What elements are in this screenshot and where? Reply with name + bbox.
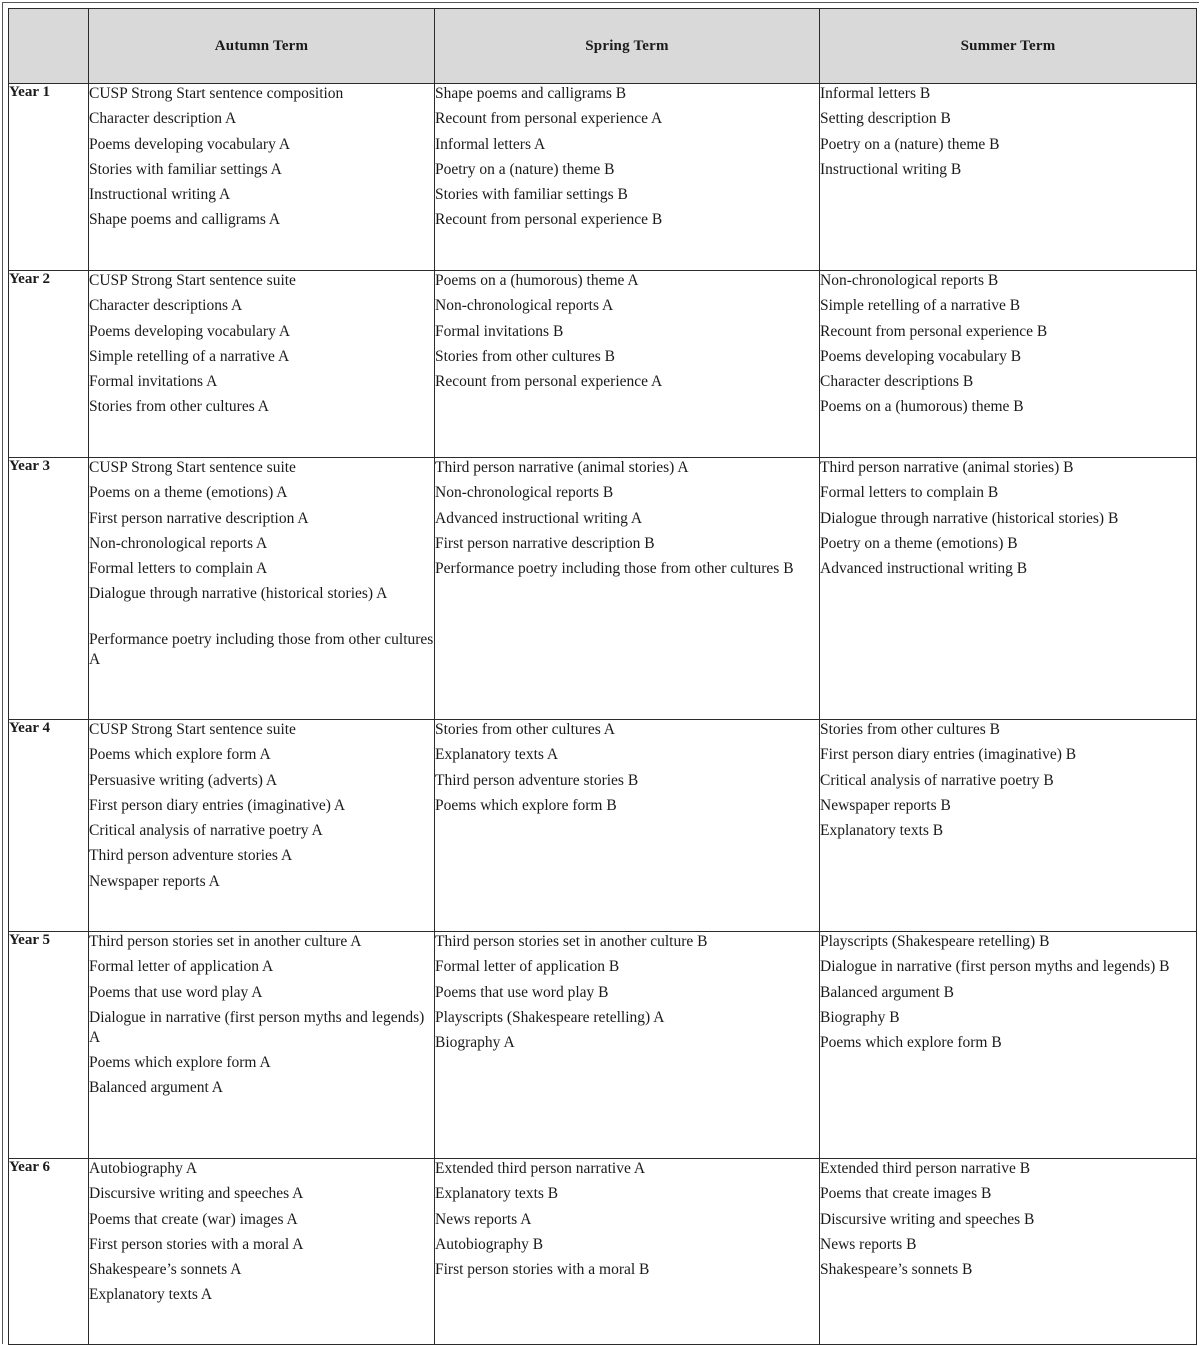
unit-item: Formal letters to complain A: [89, 560, 268, 578]
autumn-term-cell: [89, 932, 435, 1159]
unit-item: Formal invitations A: [89, 373, 218, 391]
unit-item: Third person narrative (animal stories) B: [820, 459, 1074, 476]
unit-item: Persuasive writing (adverts) A: [89, 771, 278, 789]
unit-item: Formal invitations B: [435, 322, 564, 340]
unit-item: Stories from other cultures B: [820, 721, 1000, 738]
header-autumn-term: Autumn Term: [89, 9, 435, 84]
autumn-term-cell: [89, 1159, 435, 1345]
unit-item: Biography B: [820, 1008, 900, 1026]
year-label: Year 3: [9, 458, 89, 720]
spring-term-cell: [435, 458, 820, 720]
autumn-term-cell: [89, 458, 435, 720]
year-label: Year 6: [9, 1159, 89, 1345]
spring-term-cell: [435, 271, 820, 458]
unit-item: Poems that create images B: [820, 1185, 992, 1203]
unit-item: Poems developing vocabulary A: [89, 322, 291, 340]
unit-item: Biography A: [435, 1034, 515, 1052]
spring-term-cell: [435, 1159, 820, 1345]
unit-item: Newspaper reports A: [89, 872, 220, 890]
table-row: [9, 932, 1197, 1159]
summer-term-cell: [820, 720, 1197, 932]
unit-item: Poems on a (humorous) theme A: [435, 272, 639, 289]
unit-item: Poetry on a theme (emotions) B: [820, 534, 1018, 552]
unit-item: Formal letter of application A: [89, 958, 274, 976]
unit-item: Third person stories set in another culture B: [435, 933, 708, 950]
unit-item: Performance poetry including those from other cultures B: [435, 560, 794, 578]
summer-term-cell: [820, 1159, 1197, 1345]
unit-item: Extended third person narrative A: [435, 1160, 646, 1177]
table-row: [9, 84, 1197, 271]
unit-item: Poems which explore form A: [89, 746, 271, 764]
unit-item: Shakespeare’s sonnets A: [89, 1261, 242, 1279]
unit-item: Non-chronological reports A: [89, 534, 268, 552]
unit-item: Formal letter of application B: [435, 958, 620, 976]
unit-item: Stories from other cultures B: [435, 347, 615, 365]
unit-item: Recount from personal experience B: [820, 322, 1048, 340]
unit-item: Shakespeare’s sonnets B: [820, 1261, 973, 1279]
unit-item: Critical analysis of narrative poetry B: [820, 771, 1054, 789]
unit-item: Instructional writing B: [820, 160, 962, 178]
unit-item: Explanatory texts A: [89, 1286, 213, 1304]
table-body: [9, 84, 1197, 1345]
unit-item: Informal letters B: [820, 85, 931, 102]
year-label: Year 1: [9, 84, 89, 271]
unit-item: Poems developing vocabulary B: [820, 347, 1022, 365]
unit-item: Non-chronological reports B: [435, 484, 614, 502]
unit-item: Shape poems and calligrams A: [89, 211, 281, 229]
year-label: Year 4: [9, 720, 89, 932]
unit-item: Explanatory texts B: [435, 1185, 559, 1203]
unit-item: Stories from other cultures A: [89, 398, 269, 416]
unit-item: First person narrative description B: [435, 534, 655, 552]
unit-item: Simple retelling of a narrative A: [89, 347, 290, 365]
header-year-column: [9, 9, 89, 84]
unit-item: Poems which explore form A: [89, 1054, 271, 1072]
writing-curriculum-table: [8, 8, 1197, 1345]
unit-item: CUSP Strong Start sentence suite: [89, 272, 296, 289]
unit-item: Explanatory texts A: [435, 746, 559, 764]
unit-item: Critical analysis of narrative poetry A: [89, 822, 323, 840]
spring-term-cell: [435, 720, 820, 932]
unit-item: Recount from personal experience B: [435, 211, 663, 229]
unit-item: Character description A: [89, 110, 237, 128]
unit-item: CUSP Strong Start sentence composition: [89, 85, 344, 102]
unit-item: Character descriptions B: [820, 373, 974, 391]
unit-item: Non-chronological reports B: [820, 272, 999, 289]
unit-item: Poems which explore form B: [820, 1034, 1002, 1052]
summer-term-cell: [820, 932, 1197, 1159]
unit-item: First person stories with a moral B: [435, 1261, 650, 1279]
unit-item: Extended third person narrative B: [820, 1160, 1031, 1177]
unit-item: Poems that create (war) images A: [89, 1210, 298, 1228]
unit-item: Poems that use word play A: [89, 983, 263, 1001]
unit-item: Stories with familiar settings A: [89, 160, 282, 178]
unit-item: Advanced instructional writing A: [435, 509, 643, 527]
unit-item: Poetry on a (nature) theme B: [820, 135, 1000, 153]
unit-item: Character descriptions A: [89, 297, 243, 315]
unit-item: Playscripts (Shakespeare retelling) A: [435, 1008, 665, 1026]
unit-item: Stories from other cultures A: [435, 721, 615, 738]
unit-item: Performance poetry including those from other cultures A: [89, 631, 434, 669]
unit-item: Dialogue in narrative (first person myths and legends) A: [89, 1008, 425, 1046]
unit-item: Poems on a (humorous) theme B: [820, 398, 1024, 416]
unit-item: CUSP Strong Start sentence suite: [89, 459, 296, 476]
unit-item: Dialogue through narrative (historical stories) A: [89, 585, 388, 603]
unit-item: Third person adventure stories A: [89, 847, 293, 865]
unit-item: First person narrative description A: [89, 509, 309, 527]
unit-item: Dialogue through narrative (historical stories) B: [820, 509, 1119, 527]
unit-item: News reports B: [820, 1235, 917, 1253]
header-row: [9, 9, 1197, 84]
unit-item: Third person stories set in another culture A: [89, 933, 362, 950]
unit-item: Non-chronological reports A: [435, 297, 614, 315]
spring-term-cell: [435, 84, 820, 271]
unit-item: Dialogue in narrative (first person myths and legends) B: [820, 958, 1170, 976]
table-row: [9, 271, 1197, 458]
unit-item: Stories with familiar settings B: [435, 186, 628, 204]
unit-item: Poems developing vocabulary A: [89, 135, 291, 153]
unit-item: Autobiography B: [435, 1235, 544, 1253]
unit-item: First person diary entries (imaginative) A: [89, 796, 346, 814]
header-summer-term: Summer Term: [820, 9, 1197, 84]
unit-item: Poems that use word play B: [435, 983, 609, 1001]
summer-term-cell: [820, 458, 1197, 720]
unit-item: First person diary entries (imaginative) B: [820, 746, 1077, 764]
unit-item: Third person adventure stories B: [435, 771, 639, 789]
unit-item: Autobiography A: [89, 1160, 198, 1177]
spring-term-cell: [435, 932, 820, 1159]
unit-item: Discursive writing and speeches A: [89, 1185, 304, 1203]
unit-item: Poems which explore form B: [435, 796, 617, 814]
unit-item: CUSP Strong Start sentence suite: [89, 721, 296, 738]
unit-item: Simple retelling of a narrative B: [820, 297, 1021, 315]
table-row: [9, 1159, 1197, 1345]
unit-item: First person stories with a moral A: [89, 1235, 304, 1253]
summer-term-cell: [820, 84, 1197, 271]
year-label: Year 2: [9, 271, 89, 458]
unit-item: Playscripts (Shakespeare retelling) B: [820, 933, 1050, 950]
unit-item: Poetry on a (nature) theme B: [435, 160, 615, 178]
unit-item: Third person narrative (animal stories) A: [435, 459, 689, 476]
autumn-term-cell: [89, 720, 435, 932]
unit-item: Recount from personal experience A: [435, 110, 663, 128]
unit-item: Poems on a theme (emotions) A: [89, 484, 288, 502]
summer-term-cell: [820, 271, 1197, 458]
table-row: [9, 458, 1197, 720]
unit-item: Balanced argument A: [89, 1079, 224, 1097]
unit-item: Recount from personal experience A: [435, 373, 663, 391]
year-label: Year 5: [9, 932, 89, 1159]
unit-item: Advanced instructional writing B: [820, 560, 1028, 578]
unit-item: Instructional writing A: [89, 186, 231, 204]
unit-item: Formal letters to complain B: [820, 484, 999, 502]
autumn-term-cell: [89, 271, 435, 458]
unit-item: Newspaper reports B: [820, 796, 951, 814]
autumn-term-cell: [89, 84, 435, 271]
unit-item: Balanced argument B: [820, 983, 955, 1001]
unit-item: Shape poems and calligrams B: [435, 85, 627, 102]
unit-item: Informal letters A: [435, 135, 546, 153]
unit-item: News reports A: [435, 1210, 532, 1228]
unit-item: Discursive writing and speeches B: [820, 1210, 1035, 1228]
header-spring-term: Spring Term: [435, 9, 820, 84]
table-row: [9, 720, 1197, 932]
unit-item: Setting description B: [820, 110, 951, 128]
unit-item: Explanatory texts B: [820, 822, 944, 840]
